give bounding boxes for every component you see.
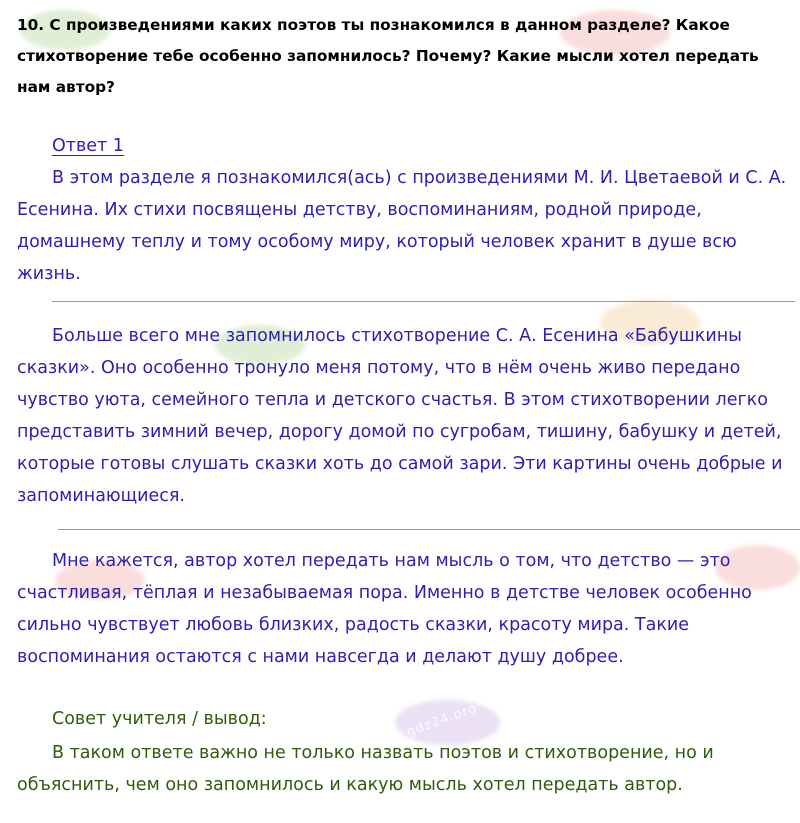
answer-paragraph-1: [17, 162, 792, 290]
question-text: [17, 10, 792, 103]
divider: [52, 301, 795, 302]
answer-paragraph-3: [17, 545, 792, 673]
advice-text: [17, 737, 792, 801]
answer-paragraph-3-text: Мне кажется, автор хотел передать нам мысль о том, что детство — это счастливая, тёплая и незабываемая пора. Именно в детстве человек особенно сильно чувствует любовь близких, радость сказки, красоту мира. Такие воспоминания остаются с нами навсегда и делают душу добрее.: [17, 551, 752, 667]
watermark-text: gdz24.org: [404, 700, 480, 741]
advice-title: Совет учителя / вывод:: [52, 709, 267, 729]
answer-paragraph-2: [17, 320, 792, 512]
advice-text-content: В таком ответе важно не только назвать поэтов и стихотворение, но и объяснить, чем оно запомнилось и какую мысль хотел передать автор.: [17, 743, 714, 795]
question-text-content: 10. С произведениями каких поэтов ты познакомился в данном разделе? Какое стихотворение тебе особенно запомнилось? Почему? Какие мысли хотел передать нам автор?: [17, 16, 759, 96]
answer-paragraph-1-text: В этом разделе я познакомился(ась) с произведениями М. И. Цветаевой и С. А. Есенина. Их стихи посвящены детству, воспоминаниям, родной природе, домашнему теплу и тому особому миру, который человек хранит в душе всю жизнь.: [17, 168, 787, 284]
answer-label: Ответ 1: [52, 136, 124, 156]
divider: [58, 529, 800, 530]
answer-paragraph-2-text: Больше всего мне запомнилось стихотворение С. А. Есенина «Бабушкины сказки». Оно особенно тронуло меня потому, что в нём очень живо передано чувство уюта, семейного тепла и детского счастья. В этом стихотворении легко представить зимний вечер, дорогу домой по сугробам, тишину, бабушку и детей, которые готовы слушать сказки хоть до самой зари. Эти картины очень добрые и запоминающиеся.: [17, 326, 783, 506]
